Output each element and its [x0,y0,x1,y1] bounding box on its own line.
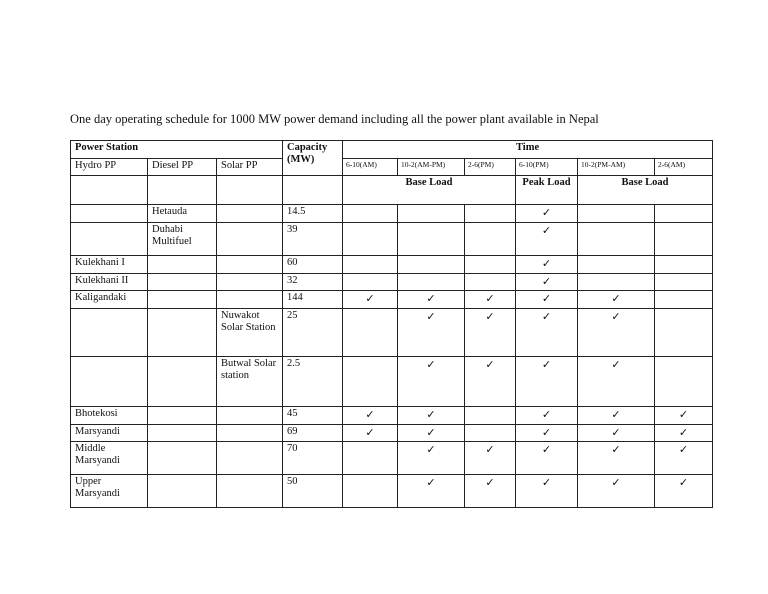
capacity-cell: 2.5 [283,357,343,407]
time-slot-cell [516,291,578,309]
check-mark-icon: ✓ [426,408,436,421]
diesel-cell [148,274,217,291]
time-slot-cell [343,274,398,291]
capacity-cell: 32 [283,274,343,291]
time-slot-cell [578,425,655,442]
header-hydro: Hydro PP [71,159,148,176]
time-slot-cell [343,205,398,223]
time-slot-cell [655,205,713,223]
header-base-load-day: Base Load [343,176,516,205]
header-row-3 [71,176,713,205]
time-slot-cell [398,425,465,442]
time-slot-cell [655,223,713,256]
diesel-cell [148,291,217,309]
table-row [71,357,713,407]
check-mark-icon: ✓ [541,426,552,439]
solar-cell [217,223,283,256]
diesel-cell: Hetauda [148,205,217,223]
table-row [71,407,713,425]
time-slot-cell [578,407,655,425]
time-slot-cell [655,425,713,442]
check-mark-icon: ✓ [611,310,621,323]
check-mark-icon: ✓ [426,426,436,439]
check-mark-icon: ✓ [365,292,375,305]
time-slot-cell [343,256,398,274]
capacity-cell: 50 [283,475,343,508]
time-slot-cell [578,357,655,407]
time-slot-cell [465,442,516,475]
hydro-cell [71,223,148,256]
time-slot-cell [343,407,398,425]
table-row [71,475,713,508]
check-mark-icon: ✓ [611,443,621,456]
header-slot-2: 10-2(AM-PM) [398,159,465,176]
check-mark-icon: ✓ [485,358,495,371]
check-mark-icon: ✓ [541,358,552,371]
time-slot-cell [398,274,465,291]
check-mark-icon: ✓ [541,224,552,237]
hydro-cell: Middle Marsyandi [71,442,148,475]
header-diesel: Diesel PP [148,159,217,176]
time-slot-cell [343,357,398,407]
table-row [71,425,713,442]
header-slot-1: 6-10(AM) [343,159,398,176]
hydro-cell [71,205,148,223]
check-mark-icon: ✓ [611,358,621,371]
capacity-cell: 144 [283,291,343,309]
solar-cell [217,442,283,475]
time-slot-cell [578,442,655,475]
time-slot-cell [343,309,398,357]
diesel-cell [148,475,217,508]
time-slot-cell [465,475,516,508]
header-row-1 [71,141,713,159]
capacity-cell: 25 [283,309,343,357]
check-mark-icon: ✓ [541,292,552,305]
table-row [71,205,713,223]
header-power-station: Power Station [71,141,283,159]
header-capacity: Capacity (MW) [283,141,343,176]
check-mark-icon: ✓ [426,292,436,305]
time-slot-cell [465,357,516,407]
hydro-cell: Kulekhani II [71,274,148,291]
header-base-load-night: Base Load [578,176,713,205]
time-slot-cell [578,475,655,508]
time-slot-cell [578,309,655,357]
solar-cell [217,425,283,442]
time-slot-cell [655,442,713,475]
solar-cell: Nuwakot Solar Station [217,309,283,357]
table-row [71,274,713,291]
header-peak-load: Peak Load [516,176,578,205]
check-mark-icon: ✓ [365,408,375,421]
diesel-cell [148,442,217,475]
solar-cell [217,274,283,291]
check-mark-icon: ✓ [611,426,621,439]
header-slot-3: 2-6(PM) [465,159,516,176]
time-slot-cell [578,291,655,309]
time-slot-cell [516,223,578,256]
time-slot-cell [465,425,516,442]
hydro-cell: Kulekhani I [71,256,148,274]
empty-cell [217,176,283,205]
time-slot-cell [655,309,713,357]
time-slot-cell [465,223,516,256]
hydro-cell [71,357,148,407]
time-slot-cell [655,274,713,291]
capacity-cell: 70 [283,442,343,475]
time-slot-cell [655,357,713,407]
time-slot-cell [398,407,465,425]
time-slot-cell [516,357,578,407]
time-slot-cell [398,357,465,407]
document-title: One day operating schedule for 1000 MW power demand including all the power plant available in Nepal [70,112,599,126]
time-slot-cell [655,407,713,425]
empty-cell [283,176,343,205]
time-slot-cell [465,291,516,309]
time-slot-cell [398,205,465,223]
table-row [71,309,713,357]
time-slot-cell [398,475,465,508]
diesel-cell [148,407,217,425]
check-mark-icon: ✓ [541,408,552,421]
header-slot-5: 10-2(PM-AM) [578,159,655,176]
time-slot-cell [343,291,398,309]
time-slot-cell [516,256,578,274]
check-mark-icon: ✓ [678,443,689,456]
solar-cell [217,205,283,223]
table-row [71,291,713,309]
time-slot-cell [516,475,578,508]
time-slot-cell [516,425,578,442]
time-slot-cell [655,475,713,508]
diesel-cell [148,357,217,407]
time-slot-cell [516,205,578,223]
diesel-cell [148,309,217,357]
header-slot-6: 2-6(AM) [655,159,713,176]
solar-cell [217,475,283,508]
time-slot-cell [578,223,655,256]
solar-cell [217,407,283,425]
header-solar: Solar PP [217,159,283,176]
capacity-cell: 39 [283,223,343,256]
time-slot-cell [398,223,465,256]
solar-cell [217,291,283,309]
time-slot-cell [343,223,398,256]
check-mark-icon: ✓ [611,408,621,421]
time-slot-cell [343,425,398,442]
empty-cell [148,176,217,205]
check-mark-icon: ✓ [426,476,436,489]
diesel-cell: Duhabi Multifuel [148,223,217,256]
time-slot-cell [655,291,713,309]
time-slot-cell [343,475,398,508]
time-slot-cell [516,309,578,357]
time-slot-cell [465,256,516,274]
check-mark-icon: ✓ [611,292,621,305]
check-mark-icon: ✓ [541,310,552,323]
header-row-2 [71,159,713,176]
hydro-cell: Upper Marsyandi [71,475,148,508]
table-row [71,223,713,256]
check-mark-icon: ✓ [485,476,495,489]
time-slot-cell [655,256,713,274]
hydro-cell [71,309,148,357]
time-slot-cell [465,274,516,291]
time-slot-cell [465,407,516,425]
check-mark-icon: ✓ [485,310,495,323]
time-slot-cell [516,407,578,425]
time-slot-cell [578,205,655,223]
time-slot-cell [343,442,398,475]
schedule-table [70,140,713,508]
check-mark-icon: ✓ [365,426,375,439]
time-slot-cell [398,309,465,357]
diesel-cell [148,256,217,274]
check-mark-icon: ✓ [426,443,436,456]
empty-cell [71,176,148,205]
header-time: Time [343,141,713,159]
solar-cell [217,256,283,274]
hydro-cell: Marsyandi [71,425,148,442]
capacity-cell: 69 [283,425,343,442]
diesel-cell [148,425,217,442]
table-row [71,442,713,475]
hydro-cell: Kaligandaki [71,291,148,309]
check-mark-icon: ✓ [541,275,552,288]
check-mark-icon: ✓ [426,310,436,323]
solar-cell: Butwal Solar station [217,357,283,407]
check-mark-icon: ✓ [611,476,621,489]
check-mark-icon: ✓ [485,443,495,456]
check-mark-icon: ✓ [541,443,552,456]
table-row [71,256,713,274]
capacity-cell: 60 [283,256,343,274]
check-mark-icon: ✓ [485,292,495,305]
hydro-cell: Bhotekosi [71,407,148,425]
check-mark-icon: ✓ [426,358,436,371]
capacity-cell: 45 [283,407,343,425]
time-slot-cell [398,291,465,309]
time-slot-cell [465,309,516,357]
time-slot-cell [578,256,655,274]
capacity-cell: 14.5 [283,205,343,223]
check-mark-icon: ✓ [678,408,689,421]
time-slot-cell [465,205,516,223]
check-mark-icon: ✓ [678,426,689,439]
check-mark-icon: ✓ [541,206,552,219]
time-slot-cell [516,274,578,291]
time-slot-cell [398,256,465,274]
check-mark-icon: ✓ [541,257,552,270]
time-slot-cell [578,274,655,291]
check-mark-icon: ✓ [541,476,552,489]
time-slot-cell [398,442,465,475]
time-slot-cell [516,442,578,475]
check-mark-icon: ✓ [678,476,689,489]
header-slot-4: 6-10(PM) [516,159,578,176]
